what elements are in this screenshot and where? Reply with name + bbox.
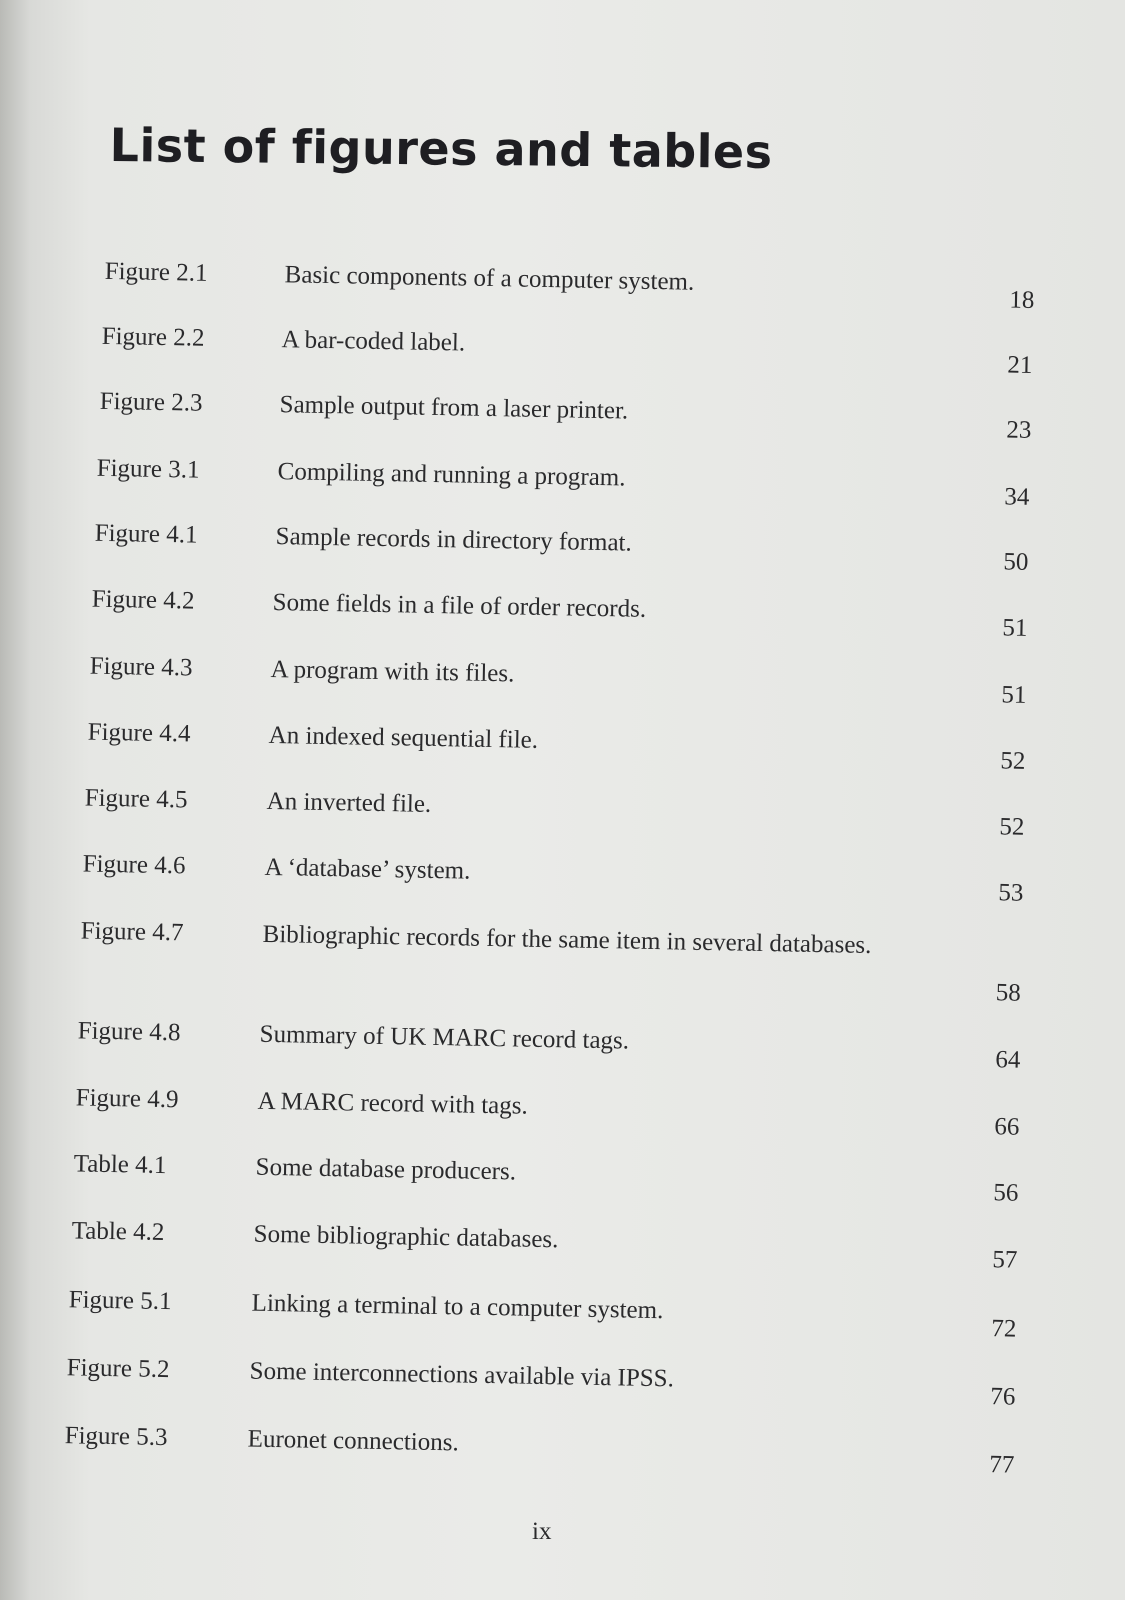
entry-label: Figure 4.3 (89, 652, 193, 682)
entry-caption: Compiling and running a program. (277, 458, 626, 492)
entry-page-number: 51 (1001, 681, 1027, 709)
entry-caption: An inverted file. (266, 787, 432, 818)
entry-page-number: 64 (995, 1046, 1021, 1074)
entry-label: Figure 4.2 (91, 585, 195, 615)
entry-caption: A bar-coded label. (281, 326, 466, 357)
entry-page-number: 56 (993, 1179, 1019, 1207)
entry-label: Figure 3.1 (96, 454, 200, 484)
page-folio: ix (532, 1518, 552, 1545)
entry-caption: Basic components of a computer system. (284, 261, 695, 296)
entry-caption: Some fields in a file of order records. (272, 589, 647, 623)
entry-page-number: 76 (990, 1383, 1016, 1411)
entry-caption: Sample records in directory format. (275, 523, 633, 557)
entry-caption: Bibliographic records for the same item in several databases. (262, 920, 872, 959)
entry-label: Figure 5.1 (68, 1286, 172, 1316)
entry-label: Figure 4.9 (75, 1084, 179, 1114)
entry-page-number: 51 (1002, 614, 1028, 642)
entry-page-number: 52 (999, 813, 1025, 841)
entry-caption: Sample output from a laser printer. (279, 391, 629, 425)
entry-page-number: 53 (998, 879, 1024, 907)
entry-caption: A program with its files. (270, 655, 515, 688)
entry-caption: A MARC record with tags. (257, 1087, 529, 1120)
entry-label: Figure 4.4 (87, 718, 191, 748)
entry-label: Figure 5.2 (66, 1354, 170, 1384)
entry-label: Figure 2.2 (101, 322, 205, 352)
entry-page-number: 57 (992, 1246, 1018, 1274)
entry-page-number: 18 (1009, 286, 1035, 314)
entry-caption: An indexed sequential file. (268, 721, 539, 754)
entry-page-number: 58 (995, 979, 1021, 1007)
entry-label: Figure 2.1 (104, 257, 208, 287)
entry-caption: Some bibliographic databases. (253, 1220, 559, 1254)
entry-page-number: 23 (1006, 416, 1032, 444)
entry-label: Table 4.2 (71, 1217, 165, 1247)
entry-label: Figure 4.8 (77, 1017, 181, 1047)
page-title: List of figures and tables (109, 118, 773, 179)
entry-label: Figure 4.5 (84, 784, 188, 814)
entry-caption: Linking a terminal to a computer system. (251, 1289, 664, 1325)
entry-label: Figure 2.3 (99, 387, 203, 417)
entry-label: Figure 4.1 (94, 519, 198, 549)
entry-page-number: 21 (1007, 351, 1033, 379)
entry-caption: Some interconnections available via IPSS. (249, 1357, 675, 1393)
entry-caption: Summary of UK MARC record tags. (259, 1020, 630, 1055)
entry-page-number: 77 (989, 1451, 1015, 1479)
entry-label: Table 4.1 (73, 1150, 167, 1180)
entry-page-number: 50 (1003, 548, 1029, 576)
entry-caption: Some database producers. (255, 1153, 517, 1186)
entry-page-number: 72 (991, 1315, 1017, 1343)
entry-page-number: 52 (1000, 747, 1026, 775)
entry-page-number: 66 (994, 1113, 1020, 1141)
entry-page-number: 34 (1004, 483, 1030, 511)
entry-caption: Euronet connections. (247, 1425, 459, 1457)
entry-label: Figure 4.7 (80, 917, 184, 947)
entry-label: Figure 4.6 (82, 850, 186, 880)
entry-caption: A ‘database’ system. (264, 853, 471, 885)
entry-label: Figure 5.3 (64, 1422, 168, 1452)
